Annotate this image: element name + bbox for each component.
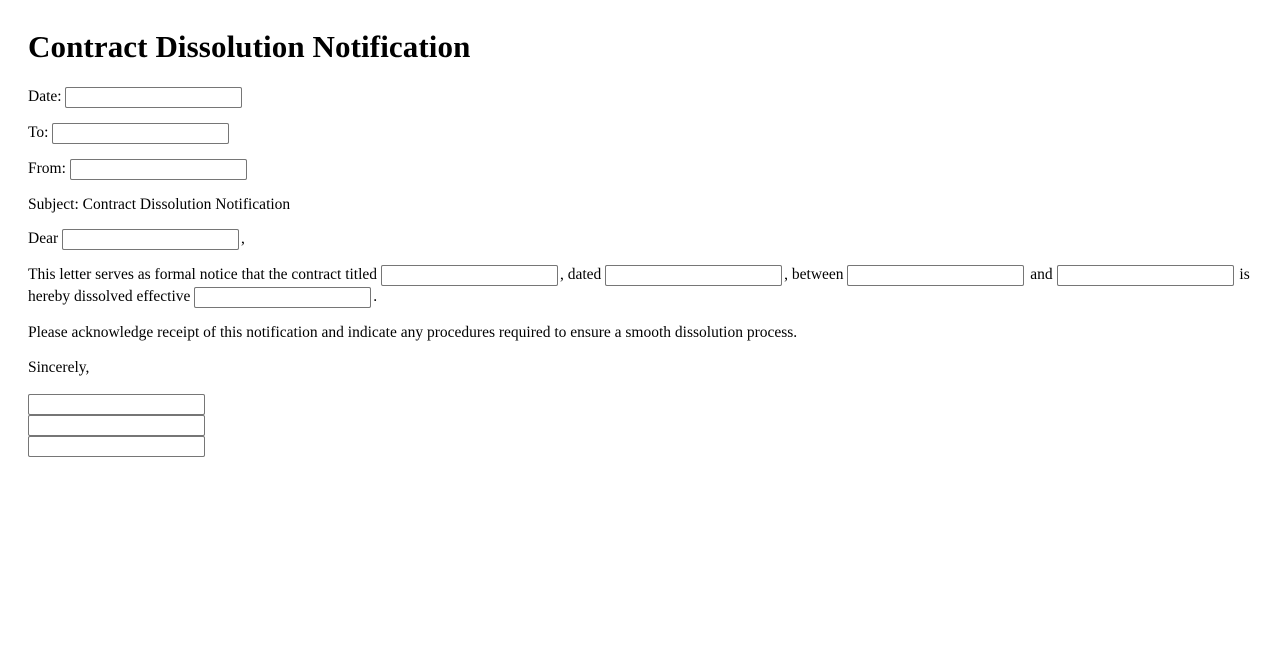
- date-input[interactable]: [65, 87, 242, 108]
- body-text-2: , dated: [559, 265, 602, 283]
- effective-date-input[interactable]: [194, 287, 371, 308]
- page-title: Contract Dissolution Notification: [28, 29, 471, 64]
- salutation-row: [28, 228, 1250, 250]
- body-paragraph: [28, 264, 1250, 308]
- to-row: [28, 122, 1250, 144]
- recipient-name-input[interactable]: [62, 229, 239, 250]
- salutation-label: Dear: [28, 229, 59, 247]
- from-input[interactable]: [70, 159, 247, 180]
- contract-title-input[interactable]: [381, 265, 558, 286]
- party-two-input[interactable]: [1057, 265, 1234, 286]
- body-text-4: and: [1030, 265, 1053, 283]
- to-input[interactable]: [52, 123, 229, 144]
- request-paragraph: Please acknowledge receipt of this notification and indicate any procedures required to ensure a smooth dissolution process.: [28, 323, 798, 341]
- from-row: [28, 158, 1250, 180]
- signature-company-input[interactable]: [28, 436, 205, 457]
- signature-block: [28, 394, 1250, 457]
- date-row: [28, 86, 1250, 108]
- body-text-1: This letter serves as formal notice that the contract titled: [28, 265, 378, 283]
- party-one-input[interactable]: [847, 265, 1024, 286]
- signature-name-input[interactable]: [28, 394, 205, 415]
- body-text-5: is hereby dissolved effective: [28, 265, 1250, 305]
- subject-line: Subject: Contract Dissolution Notification: [28, 195, 291, 213]
- closing-text: Sincerely,: [28, 358, 90, 376]
- to-label: To:: [28, 123, 49, 141]
- contract-date-input[interactable]: [605, 265, 782, 286]
- body-text-3: , between: [784, 265, 844, 283]
- from-label: From:: [28, 159, 66, 177]
- salutation-comma: ,: [241, 229, 245, 247]
- signature-title-input[interactable]: [28, 415, 205, 436]
- date-label: Date:: [28, 88, 62, 105]
- body-text-6: .: [373, 287, 378, 305]
